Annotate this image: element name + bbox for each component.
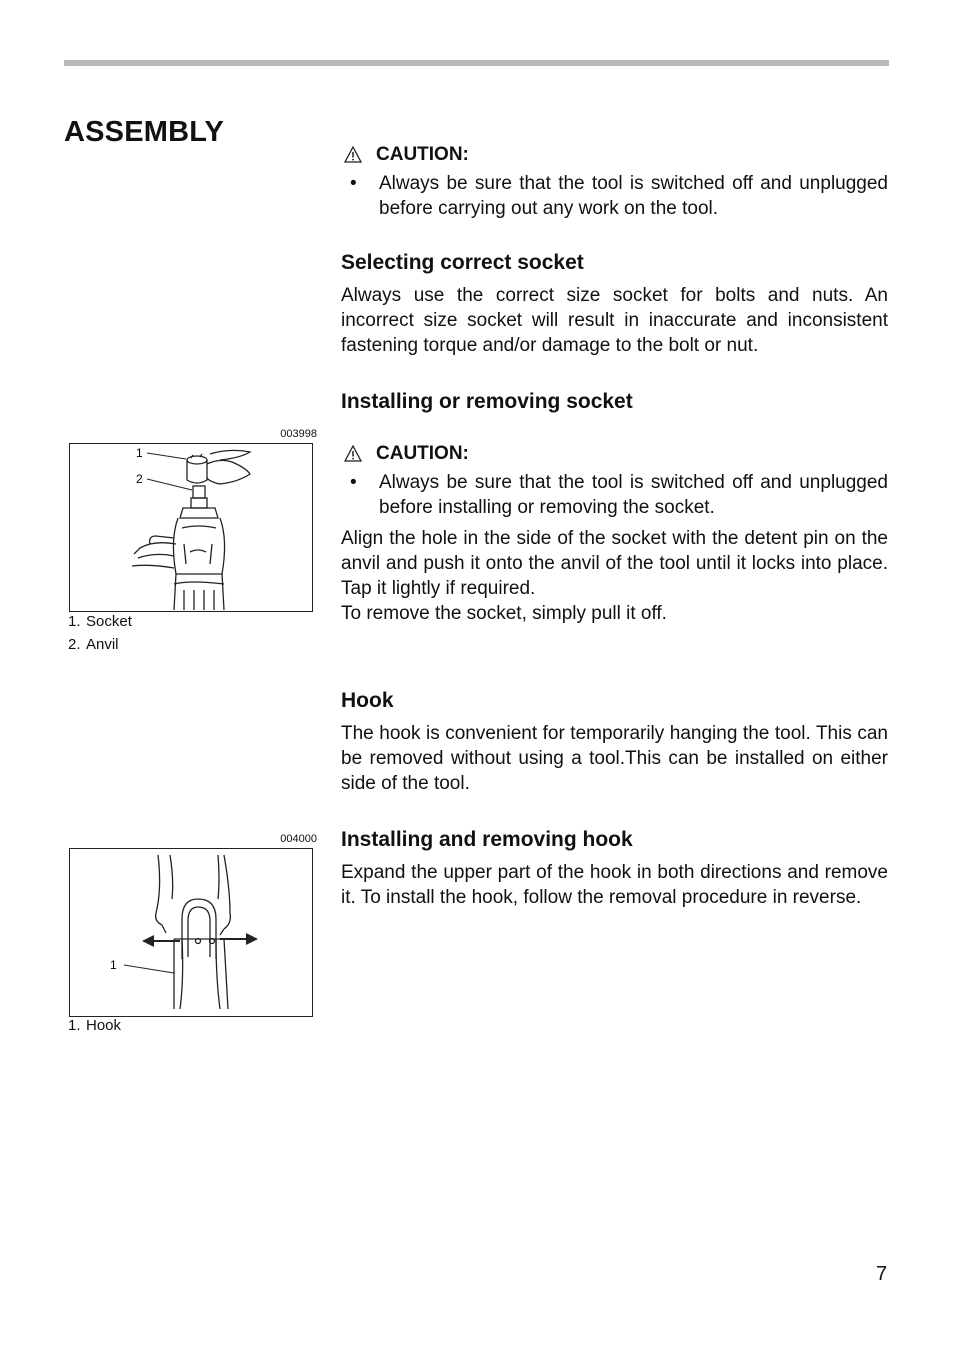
caution-bullet <box>341 470 888 520</box>
warning-triangle-icon <box>344 445 362 462</box>
section-heading: Installing and removing hook <box>341 828 633 851</box>
section-hook <box>341 688 888 796</box>
warning-triangle-icon <box>344 146 362 163</box>
callout-number: 1 <box>110 958 117 972</box>
legend-item: 1. Hook <box>68 1017 122 1034</box>
section-installing-socket <box>341 389 888 626</box>
figure-legend <box>68 610 132 656</box>
legend-item: 2. Anvil <box>68 636 119 653</box>
section-body: The hook is convenient for temporarily hanging the tool. This can be removed without using a tool.This can be installed on either side of the tool. <box>341 723 888 794</box>
socket-anvil-illustration <box>70 444 311 610</box>
caution-bullet-text: Always be sure that the tool is switched off and unplugged before carrying out any work on the tool. <box>379 173 888 219</box>
caution-bullet-text: Always be sure that the tool is switched off and unplugged before installing or removing the socket. <box>379 472 888 518</box>
bullet-dot: • <box>350 472 357 493</box>
caution-block-general <box>341 142 888 221</box>
section-body: Expand the upper part of the hook in both directions and remove it. To install the hook, follow the removal procedure in reverse. <box>341 862 888 908</box>
hook-illustration <box>70 849 311 1015</box>
section-heading: Selecting correct socket <box>341 251 584 274</box>
section-body: Always use the correct size socket for bolts and nuts. An incorrect size socket will result in inaccurate and inconsistent fastening torque and/or damage to the bolt or nut. <box>341 285 888 356</box>
callout-number: 1 <box>136 446 143 460</box>
section-heading: Installing or removing socket <box>341 390 633 413</box>
caution-bullet <box>341 171 888 221</box>
figure-hook <box>69 848 313 1017</box>
figure-code: 004000 <box>280 833 317 845</box>
section-body-remove: To remove the socket, simply pull it off. <box>341 603 667 624</box>
legend-item: 1. Socket <box>68 613 132 630</box>
figure-code: 003998 <box>280 428 317 440</box>
section-installing-hook <box>341 827 888 910</box>
caution-heading <box>341 441 888 466</box>
section-body: Align the hole in the side of the socket with the detent pin on the anvil and push it onto the anvil of the tool until it locks into place. Tap it lightly if required. <box>341 528 888 599</box>
page-title: ASSEMBLY <box>64 116 225 148</box>
section-heading: Hook <box>341 689 394 712</box>
figure-legend <box>68 1014 121 1037</box>
figure-socket-anvil <box>69 443 313 612</box>
bullet-dot: • <box>350 173 357 194</box>
callout-number: 2 <box>136 472 143 486</box>
section-selecting-socket <box>341 250 888 358</box>
header-rule <box>64 60 889 66</box>
caution-heading <box>341 142 888 167</box>
caution-label: CAUTION: <box>376 443 469 464</box>
page-number: 7 <box>876 1263 888 1285</box>
caution-label: CAUTION: <box>376 144 469 165</box>
